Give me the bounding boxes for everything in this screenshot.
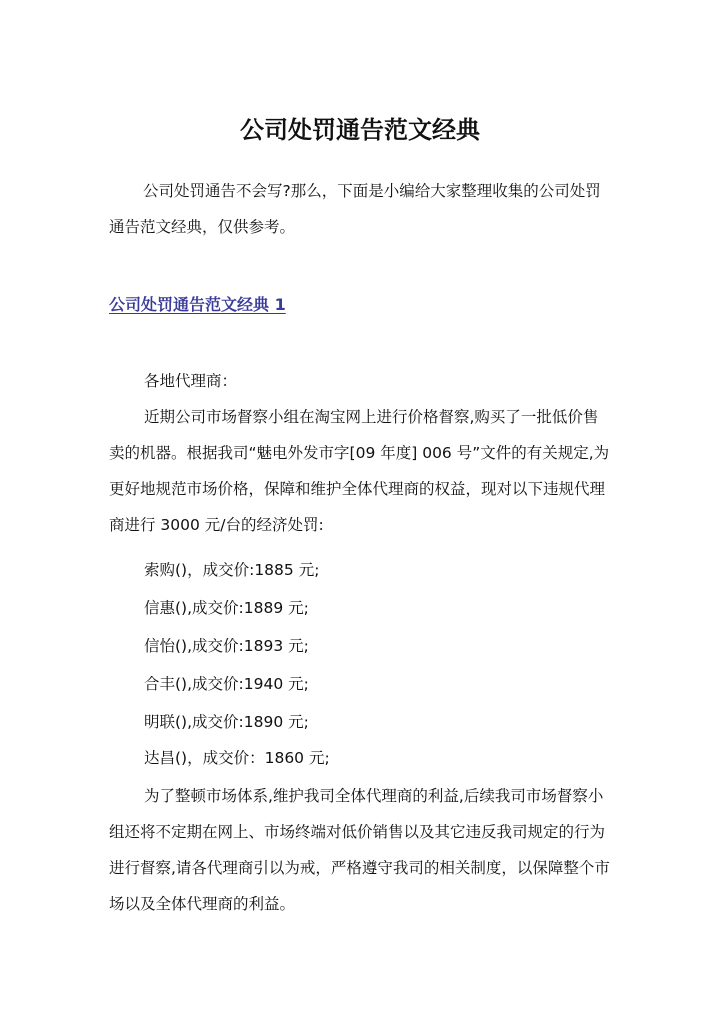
notice-paragraph-2: 为了整顿市场体系,维护我司全体代理商的利益,后续我司市场督察小组还将不定期在网上、市场终端对低价销售以及其它违反我司规定的行为进行督察,请各代理商引以为戒，严格遵守我司的相关制度，以保障整个市场以及全体代理商的利益。 xyxy=(109,787,610,913)
penalty-item: 信惠(),成交价:1889 元; xyxy=(144,599,309,617)
section-heading-link[interactable]: 公司处罚通告范文经典 1 xyxy=(109,295,286,314)
penalty-item: 明联(),成交价:1890 元; xyxy=(144,713,309,731)
penalty-item: 索购()，成交价:1885 元; xyxy=(144,561,320,579)
penalty-item: 达昌()，成交价：1860 元; xyxy=(144,749,330,767)
notice-paragraph-1: 近期公司市场督察小组在淘宝网上进行价格督察,购买了一批低价售卖的机器。根据我司“魅电外发市字[09 年度] 006 号”文件的有关规定,为更好地规范市场价格，保障和维护全体代理商的权益，现对以下违规代理商进行 3000 元/台的经济处罚: xyxy=(109,408,610,534)
penalty-item: 合丰(),成交价:1940 元; xyxy=(144,675,309,693)
penalty-item: 信怡(),成交价:1893 元; xyxy=(144,637,309,655)
salutation: 各地代理商： xyxy=(144,372,238,390)
intro-paragraph: 公司处罚通告不会写?那么，下面是小编给大家整理收集的公司处罚通告范文经典，仅供参考。 xyxy=(109,182,601,236)
document-title: 公司处罚通告范文经典 xyxy=(240,116,480,144)
